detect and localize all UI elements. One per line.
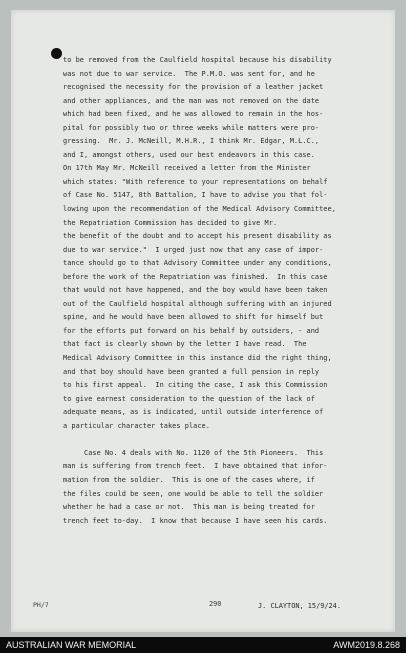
text-line: and other appliances, and the man was not removed on the date: [63, 96, 320, 105]
text-line: which had been fixed, and he was allowed to remain in the hos-: [63, 110, 324, 119]
text-line: the Repatriation Commission has decided to give Mr.: [63, 218, 278, 227]
text-line: gressing. Mr. J. McNeill, M.H.R., I think Mr. Edgar, M.L.C.,: [63, 137, 320, 146]
text-line: spine, and he would have been allowed to shift for himself but: [63, 313, 324, 322]
text-line: out of the Caulfield hospital although suffering with an injured: [63, 299, 332, 308]
text-line: due to war service." I urged just now that any case of impor-: [63, 245, 324, 254]
archive-footer: [0, 637, 406, 653]
signature-line: J. CLAYTON, 15/9/24.: [258, 602, 341, 610]
text-line: recognised the necessity for the provision of a leather jacket: [63, 83, 324, 92]
text-line: trench feet to-day. I know that because I have seen his cards.: [63, 516, 328, 525]
text-line: for the efforts put forward on his behalf by outsiders, - and: [63, 326, 320, 335]
text-line: adequate means, as is indicated, until outside interference of: [63, 408, 324, 417]
text-line: On 17th May Mr. McNeill received a letter from the Minister: [63, 164, 311, 173]
text-line: pital for possibly two or three weeks while matters were pro-: [63, 123, 320, 132]
text-line: of Case No. 5147, 8th Battalion, I have to advise you that fol-: [63, 191, 328, 200]
typed-text-body: [63, 54, 389, 528]
text-line: which states: "With reference to your representations on behalf: [63, 177, 328, 186]
text-line: the benefit of the doubt and to accept his present disability as: [63, 232, 332, 241]
text-line: Case No. 4 deals with No. 1120 of the 5th Pioneers. This: [63, 448, 324, 457]
text-line: man is suffering from trench feet. I have obtained that infor-: [63, 462, 328, 471]
institution-name: AUSTRALIAN WAR MEMORIAL: [6, 640, 137, 650]
text-line: the files could be seen, one would be able to tell the soldier: [63, 489, 324, 498]
text-line: tance should go to that Advisory Committee under any conditions,: [63, 259, 332, 268]
text-line: mation from the soldier. This is one of the cases where, if: [63, 475, 315, 484]
text-line: a particular character takes place.: [63, 421, 210, 430]
text-line: [63, 433, 389, 447]
punch-hole: [51, 48, 62, 59]
text-line: was not due to war service. The P.M.O. was sent for, and he: [63, 69, 315, 78]
text-line: and I, amongst others, used our best endeavors in this case.: [63, 150, 315, 159]
margin-reference: PH/7: [33, 601, 49, 609]
text-line: Medical Advisory Committee in this instance did the right thing,: [63, 354, 332, 363]
text-line: to his first appeal. In citing the case, I ask this Commission: [63, 381, 328, 390]
text-line: that would not have happened, and the boy would have been taken: [63, 286, 328, 295]
text-line: and that boy should have been granted a full pension in reply: [63, 367, 320, 376]
text-line: to give earnest consideration to the question of the lack of: [63, 394, 315, 403]
text-line: whether he had a case or not. This man is being treated for: [63, 503, 315, 512]
page-number: 290: [209, 600, 222, 608]
text-line: lowing upon the recommendation of the Medical Advisory Committee,: [63, 205, 336, 214]
text-line: before the work of the Repatriation was finished. In this case: [63, 272, 328, 281]
text-line: that fact is clearly shown by the letter I have read. The: [63, 340, 307, 349]
text-line: to be removed from the Caulfield hospital because his disability: [63, 56, 332, 64]
catalogue-number: AWM2019.8.268: [333, 640, 400, 650]
